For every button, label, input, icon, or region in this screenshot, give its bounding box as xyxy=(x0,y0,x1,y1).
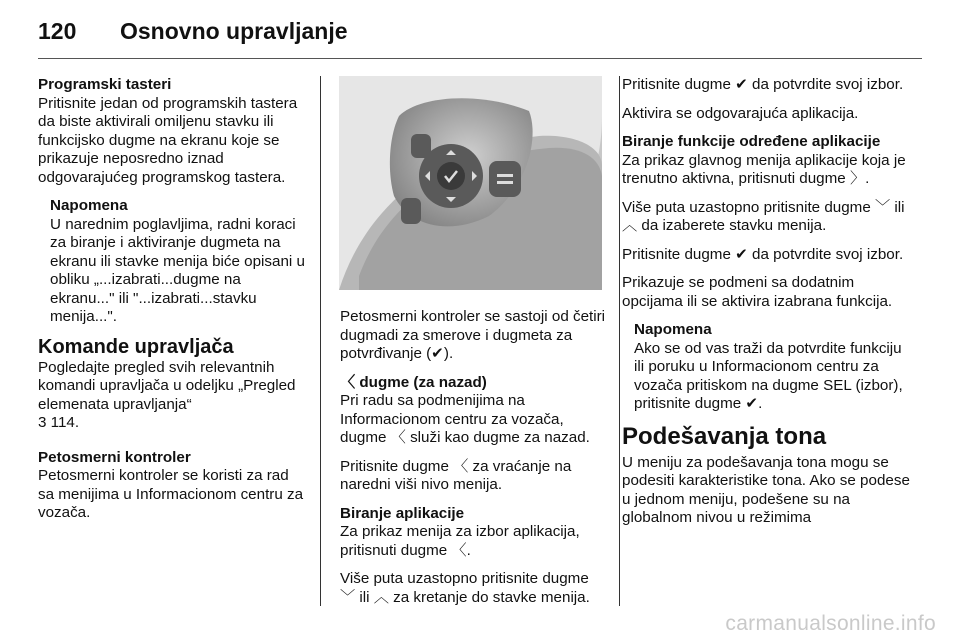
paragraph: Pogledajte pregled svih relevantnih komandi upravljača u odeljku „Pregled elemenata upravljanja“ xyxy=(38,358,296,413)
column-2 xyxy=(340,308,606,617)
page-reference: 3 114. xyxy=(38,414,80,431)
note-text: U narednim poglavljima, radni koraci za biranje i aktiviranje dugmeta na ekranu ili stavke menija biće opisani u obliku „...izabrati...dugme na ekranu..." ili "...izabrati...stavku menija...". xyxy=(50,215,305,325)
watermark: carmanualsonline.info xyxy=(725,612,936,635)
steering-wheel-image xyxy=(339,76,602,290)
paragraph: Za prikaz glavnog menija aplikacije koja je trenutno aktivna, pritisnuti dugme 〉. xyxy=(622,151,906,187)
column-divider xyxy=(320,76,321,606)
page-header xyxy=(38,18,348,45)
paragraph: Pritisnite jedan od programskih tastera da biste aktivirali omiljenu stavku ili funkcijsko dugme na ekranu koje se prikazuje neposredno iznad odgovarajućeg programskog tastera. xyxy=(38,94,298,186)
note-title: Napomena xyxy=(634,321,712,338)
heading-biranje-aplikacije: Biranje aplikacije xyxy=(340,504,465,522)
note-title: Napomena xyxy=(50,197,128,214)
paragraph: Pritisnite dugme ✔ da potvrdite svoj izbor. xyxy=(622,245,904,263)
paragraph: Aktivira se odgovarajuća aplikacija. xyxy=(622,104,859,122)
heading-petosmerni-kontroler: Petosmerni kontroler xyxy=(38,448,191,466)
heading-dugme-nazad: 〈 dugme (za nazad) xyxy=(340,373,487,391)
note-text: Ako se od vas traži da potvrdite funkciju ili poruku u Informacionom centru za vozača pritiskom na dugme SEL (izbor), pritisnite dugme ✔. xyxy=(634,339,903,412)
column-3 xyxy=(622,76,912,528)
paragraph: Za prikaz menija za izbor aplikacija, pritisnuti dugme 〈. xyxy=(340,523,580,559)
paragraph: U meniju za podešavanja tona mogu se podesiti karakteristike tona. Ako se podese u jednom meniju, podešene su na globalnom nivou u režimima xyxy=(622,453,910,526)
note-box xyxy=(634,321,912,414)
paragraph: Pri radu sa podmenijima na Informacionom centru za vozača, dugme 〈 služi kao dugme za nazad. xyxy=(340,392,590,446)
paragraph: Više puta uzastopno pritisnite dugme ﹀ ili ︿ da izaberete stavku menija. xyxy=(622,198,905,234)
paragraph: Više puta uzastopno pritisnite dugme ﹀ ili ︿ za kretanje do stavke menija. xyxy=(340,570,590,606)
paragraph: Petosmerni kontroler se koristi za rad sa menijima u Informacionom centru za vozača. xyxy=(38,467,304,521)
paragraph: Petosmerni kontroler se sastoji od četiri dugmadi za smerove i dugmeta za potvrđivanje (✔). xyxy=(340,308,606,362)
page-title: Osnovno upravljanje xyxy=(120,18,348,44)
header-rule xyxy=(38,58,922,59)
column-divider xyxy=(619,76,620,606)
heading-podesavanja-tona: Podešavanja tona xyxy=(622,422,827,450)
paragraph: Pritisnite dugme ✔ da potvrdite svoj izbor. xyxy=(622,76,904,93)
paragraph: Pritisnite dugme 〈 za vraćanje na naredni viši nivo menija. xyxy=(340,457,572,493)
heading-komande-upravljaca: Komande upravljača xyxy=(38,335,234,358)
page-number: 120 xyxy=(38,18,77,44)
paragraph: Prikazuje se podmeni sa dodatnim opcijama ili se aktivira izabrana funkcija. xyxy=(622,274,893,310)
note-box xyxy=(50,197,306,327)
heading-biranje-funkcije: Biranje funkcije određene aplikacije xyxy=(622,133,881,150)
column-1 xyxy=(38,76,306,533)
heading-programski-tasteri: Programski tasteri xyxy=(38,76,172,93)
